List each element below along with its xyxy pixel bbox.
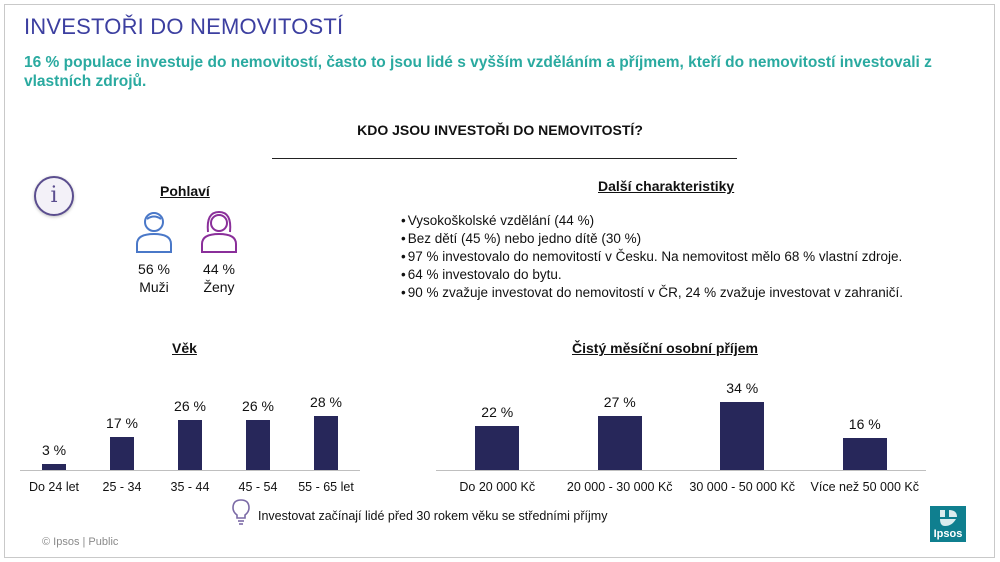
characteristics-heading: Další charakteristiky xyxy=(598,178,735,194)
bar-value-label: 16 % xyxy=(848,416,881,432)
category-label: 25 - 34 xyxy=(102,480,142,494)
men-value: 56 % xyxy=(138,261,170,277)
category-label: Více než 50 000 Kč xyxy=(810,480,919,494)
bar-value-label: 26 % xyxy=(174,398,206,414)
women-stat xyxy=(189,260,249,296)
section-title: KDO JSOU INVESTOŘI DO NEMOVITOSTÍ? xyxy=(357,122,643,138)
list-item: • Vysokoškolské vzdělání (44 %) xyxy=(401,212,903,230)
category-label: 35 - 44 xyxy=(170,480,210,494)
men-label: Muži xyxy=(139,279,169,295)
bar-value-label: 34 % xyxy=(726,380,759,396)
category-label: Do 24 let xyxy=(28,480,80,494)
bar-2 xyxy=(178,420,202,470)
page-subtitle: 16 % populace investuje do nemovitostí, často to jsou lidé s vyšším vzděláním a příjmem, kteří do nemovitostí investovali z vlastních zdrojů. xyxy=(24,54,932,90)
gender-heading: Pohlaví xyxy=(160,183,210,199)
women-value: 44 % xyxy=(203,261,235,277)
category-label: Do 20 000 Kč xyxy=(459,480,536,494)
list-item: • 90 % zvažuje investovat do nemovitostí v ČR, 24 % zvažuje investovat v zahraničí. xyxy=(401,284,903,302)
category-label: 30 000 - 50 000 Kč xyxy=(689,480,796,494)
bar-1 xyxy=(110,437,134,470)
info-glyph: i xyxy=(50,183,58,208)
lightbulb-icon xyxy=(232,499,250,525)
list-item: • Bez dětí (45 %) nebo jedno dítě (30 %) xyxy=(401,230,903,248)
income-chart xyxy=(436,360,926,500)
chart-axis xyxy=(436,470,926,471)
chart-axis xyxy=(20,470,360,471)
bar-value-label: 17 % xyxy=(106,415,138,431)
info-icon xyxy=(34,176,74,216)
logo-text: Ipsos xyxy=(933,528,963,540)
bar-4 xyxy=(314,416,338,470)
footer-copyright: © Ipsos | Public xyxy=(42,536,119,548)
bar-2 xyxy=(720,402,764,470)
income-chart-title: Čistý měsíční osobní příjem xyxy=(572,340,758,356)
bar-3 xyxy=(843,438,887,470)
bar-0 xyxy=(475,426,519,470)
bar-value-label: 27 % xyxy=(603,394,636,410)
men-stat xyxy=(124,260,184,296)
bar-3 xyxy=(246,420,270,470)
woman-icon xyxy=(199,208,239,254)
bar-value-label: 22 % xyxy=(481,404,514,420)
bar-value-label: 26 % xyxy=(242,398,274,414)
bar-value-label: 3 % xyxy=(41,442,67,458)
category-label: 20 000 - 30 000 Kč xyxy=(566,480,673,494)
page-title: INVESTOŘI DO NEMOVITOSTÍ xyxy=(24,14,344,39)
category-label: 55 - 65 let xyxy=(298,480,354,494)
women-label: Ženy xyxy=(203,279,235,295)
characteristics-list xyxy=(401,212,903,302)
ipsos-logo xyxy=(930,506,966,542)
bar-1 xyxy=(598,416,642,470)
list-item: • 64 % investovalo do bytu. xyxy=(401,266,903,284)
list-item: • 97 % investovalo do nemovitostí v Česku. Na nemovitost mělo 68 % vlastní zdroje. xyxy=(401,248,903,266)
note-text: Investovat začínají lidé před 30 rokem věku se středními příjmy xyxy=(258,509,608,523)
category-label: 45 - 54 xyxy=(238,480,278,494)
man-icon xyxy=(134,210,174,254)
age-chart-title: Věk xyxy=(172,340,197,356)
bar-value-label: 28 % xyxy=(310,394,342,410)
bar-0 xyxy=(42,464,66,470)
logo-mark-icon xyxy=(937,509,959,527)
section-divider xyxy=(272,158,737,159)
age-chart xyxy=(20,360,360,500)
